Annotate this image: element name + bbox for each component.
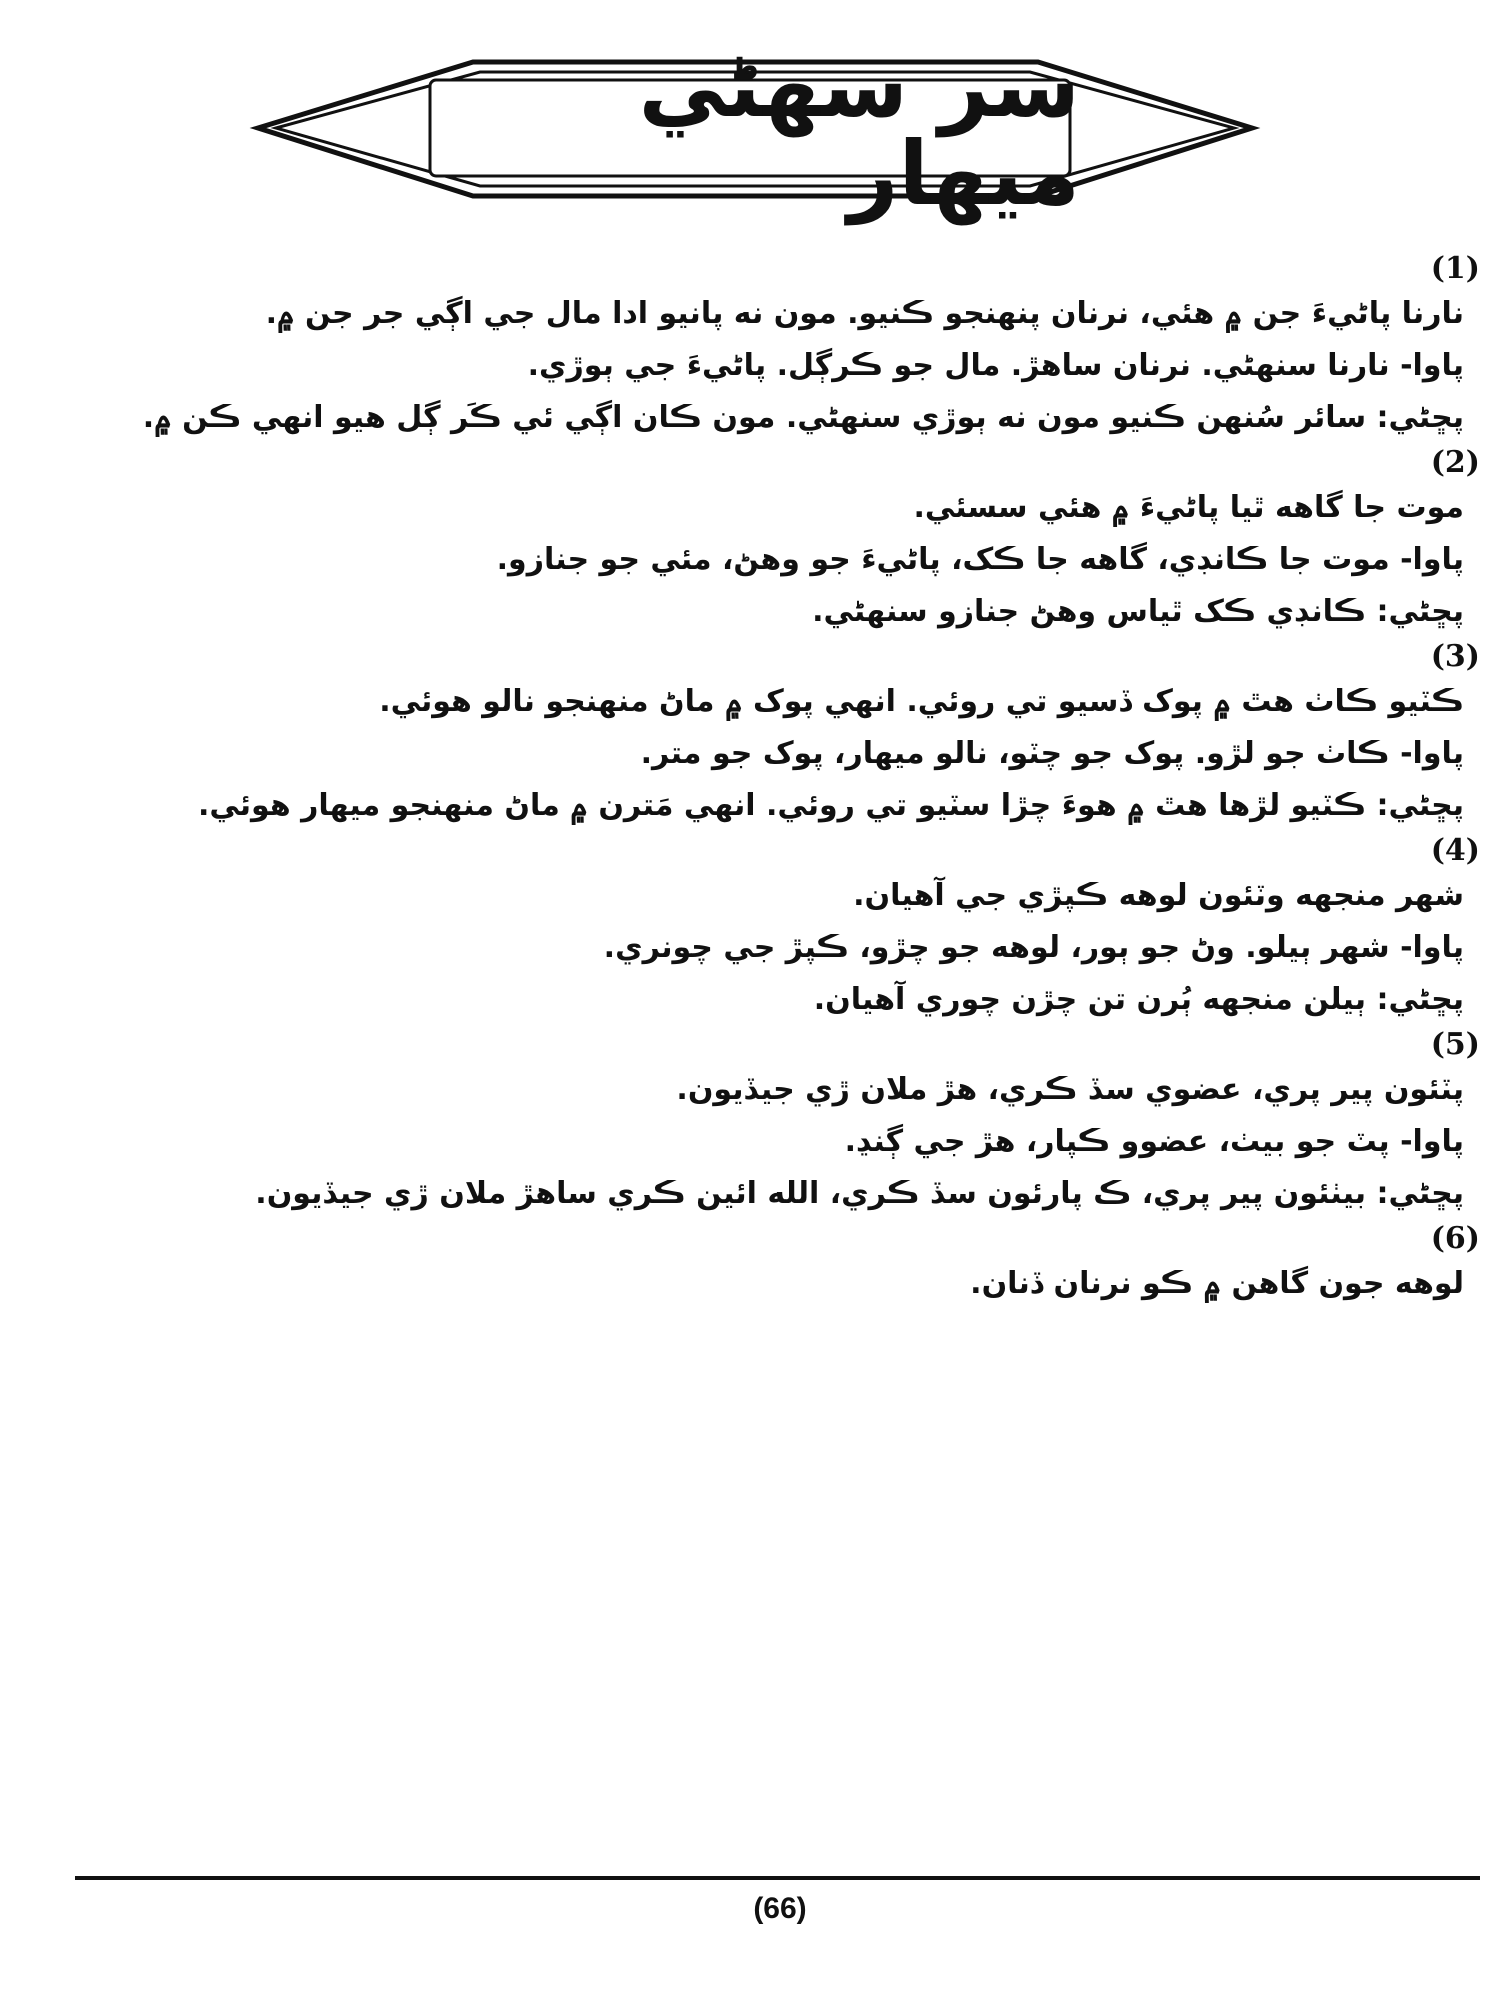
riddle-question: لوهه جون گاهن ۾ ڪو نرنان ڏنان. [970, 1266, 1464, 1301]
footer-divider [75, 1876, 1480, 1880]
riddle-explanation: پڇڻي: ڪٽيو لڙها هٿ ۾ هوءَ چڙا سٽيو تي روئي. انهي مَترن ۾ ماڻ منهنجو ميهار هوئي. [198, 788, 1464, 823]
riddle-number: (4) [1430, 833, 1480, 868]
title-banner [0, 0, 1500, 240]
riddle-answer: پاوا- نارنا سنهڻي. نرنان ساهڙ. مال جو ڪرڳل. پاڻيءَ جي ٻوڙي. [527, 348, 1464, 383]
riddle-number: (5) [1430, 1027, 1480, 1062]
riddle-number: (3) [1430, 639, 1480, 674]
riddle-explanation: پڇڻي: بيٺئون پير پري، ڪ پارئون سڏ ڪري، الله ائين ڪري ساهڙ ملان ڙي جيڏيون. [255, 1176, 1464, 1211]
riddle-4 [60, 832, 1480, 1026]
riddle-explanation: پڇڻي: ڪانڊي ڪک ٿياس وهڻ جنازو سنهڻي. [812, 594, 1464, 629]
riddle-question: پٽئون پير پري، عضوي سڏ ڪري، هڙ ملان ڙي جيڏيون. [676, 1072, 1464, 1107]
riddle-list [60, 250, 1480, 1310]
riddle-answer: پاوا- موت جا ڪانڊي، گاهه جا ڪک، پاڻيءَ جو وهڻ، مئي جو جنازو. [496, 542, 1464, 577]
riddle-answer: پاوا- پٽ جو بيٺ، عضوو ڪپار، هڙ جي ڳنڍ. [844, 1124, 1464, 1159]
page-number: (66) [753, 1892, 807, 1925]
riddle-answer: پاوا- شهر ٻيلو. وڻ جو ٻور، لوهه جو چڙو، ڪپڙ جي چونري. [603, 930, 1464, 965]
riddle-question: شهر منجهه وٽئون لوهه ڪپڙي جي آهيان. [853, 878, 1464, 913]
riddle-number: (6) [1430, 1221, 1480, 1256]
riddle-question: ڪٽيو ڪاٺ هٿ ۾ پوک ڏسيو تي روئي. انهي پوک ۾ ماڻ منهنجو نالو هوئي. [379, 684, 1464, 719]
riddle-2 [60, 444, 1480, 638]
riddle-5 [60, 1026, 1480, 1220]
riddle-number: (2) [1430, 445, 1480, 480]
riddle-6 [60, 1220, 1480, 1310]
riddle-question: موت جا گاهه ٿيا پاڻيءَ ۾ هئي سسئي. [913, 490, 1464, 525]
riddle-answer: پاوا- ڪاٺ جو لڙو. پوک جو چٽو، نالو ميهار، پوک جو متر. [640, 736, 1464, 771]
riddle-3 [60, 638, 1480, 832]
riddle-explanation: پڇڻي: سائر سُنهن ڪنيو مون نه ٻوڙي سنهڻي. مون ڪان اڳي ئي ڪَر ڳل هيو انهي ڪن ۾. [142, 400, 1464, 435]
riddle-explanation: پڇڻي: ٻيلن منجهه ٻُرن تن چڙن چوري آهيان. [813, 982, 1464, 1017]
riddle-question: نارنا پاڻيءَ جن ۾ هئي، نرنان پنهنجو ڪنيو. مون نه پانيو ادا مال جي اڳي جر جن ۾. [265, 296, 1464, 331]
riddle-1 [60, 250, 1480, 444]
riddle-number: (1) [1430, 251, 1480, 286]
page-title: سر سهڻي ميهار [638, 34, 1080, 225]
